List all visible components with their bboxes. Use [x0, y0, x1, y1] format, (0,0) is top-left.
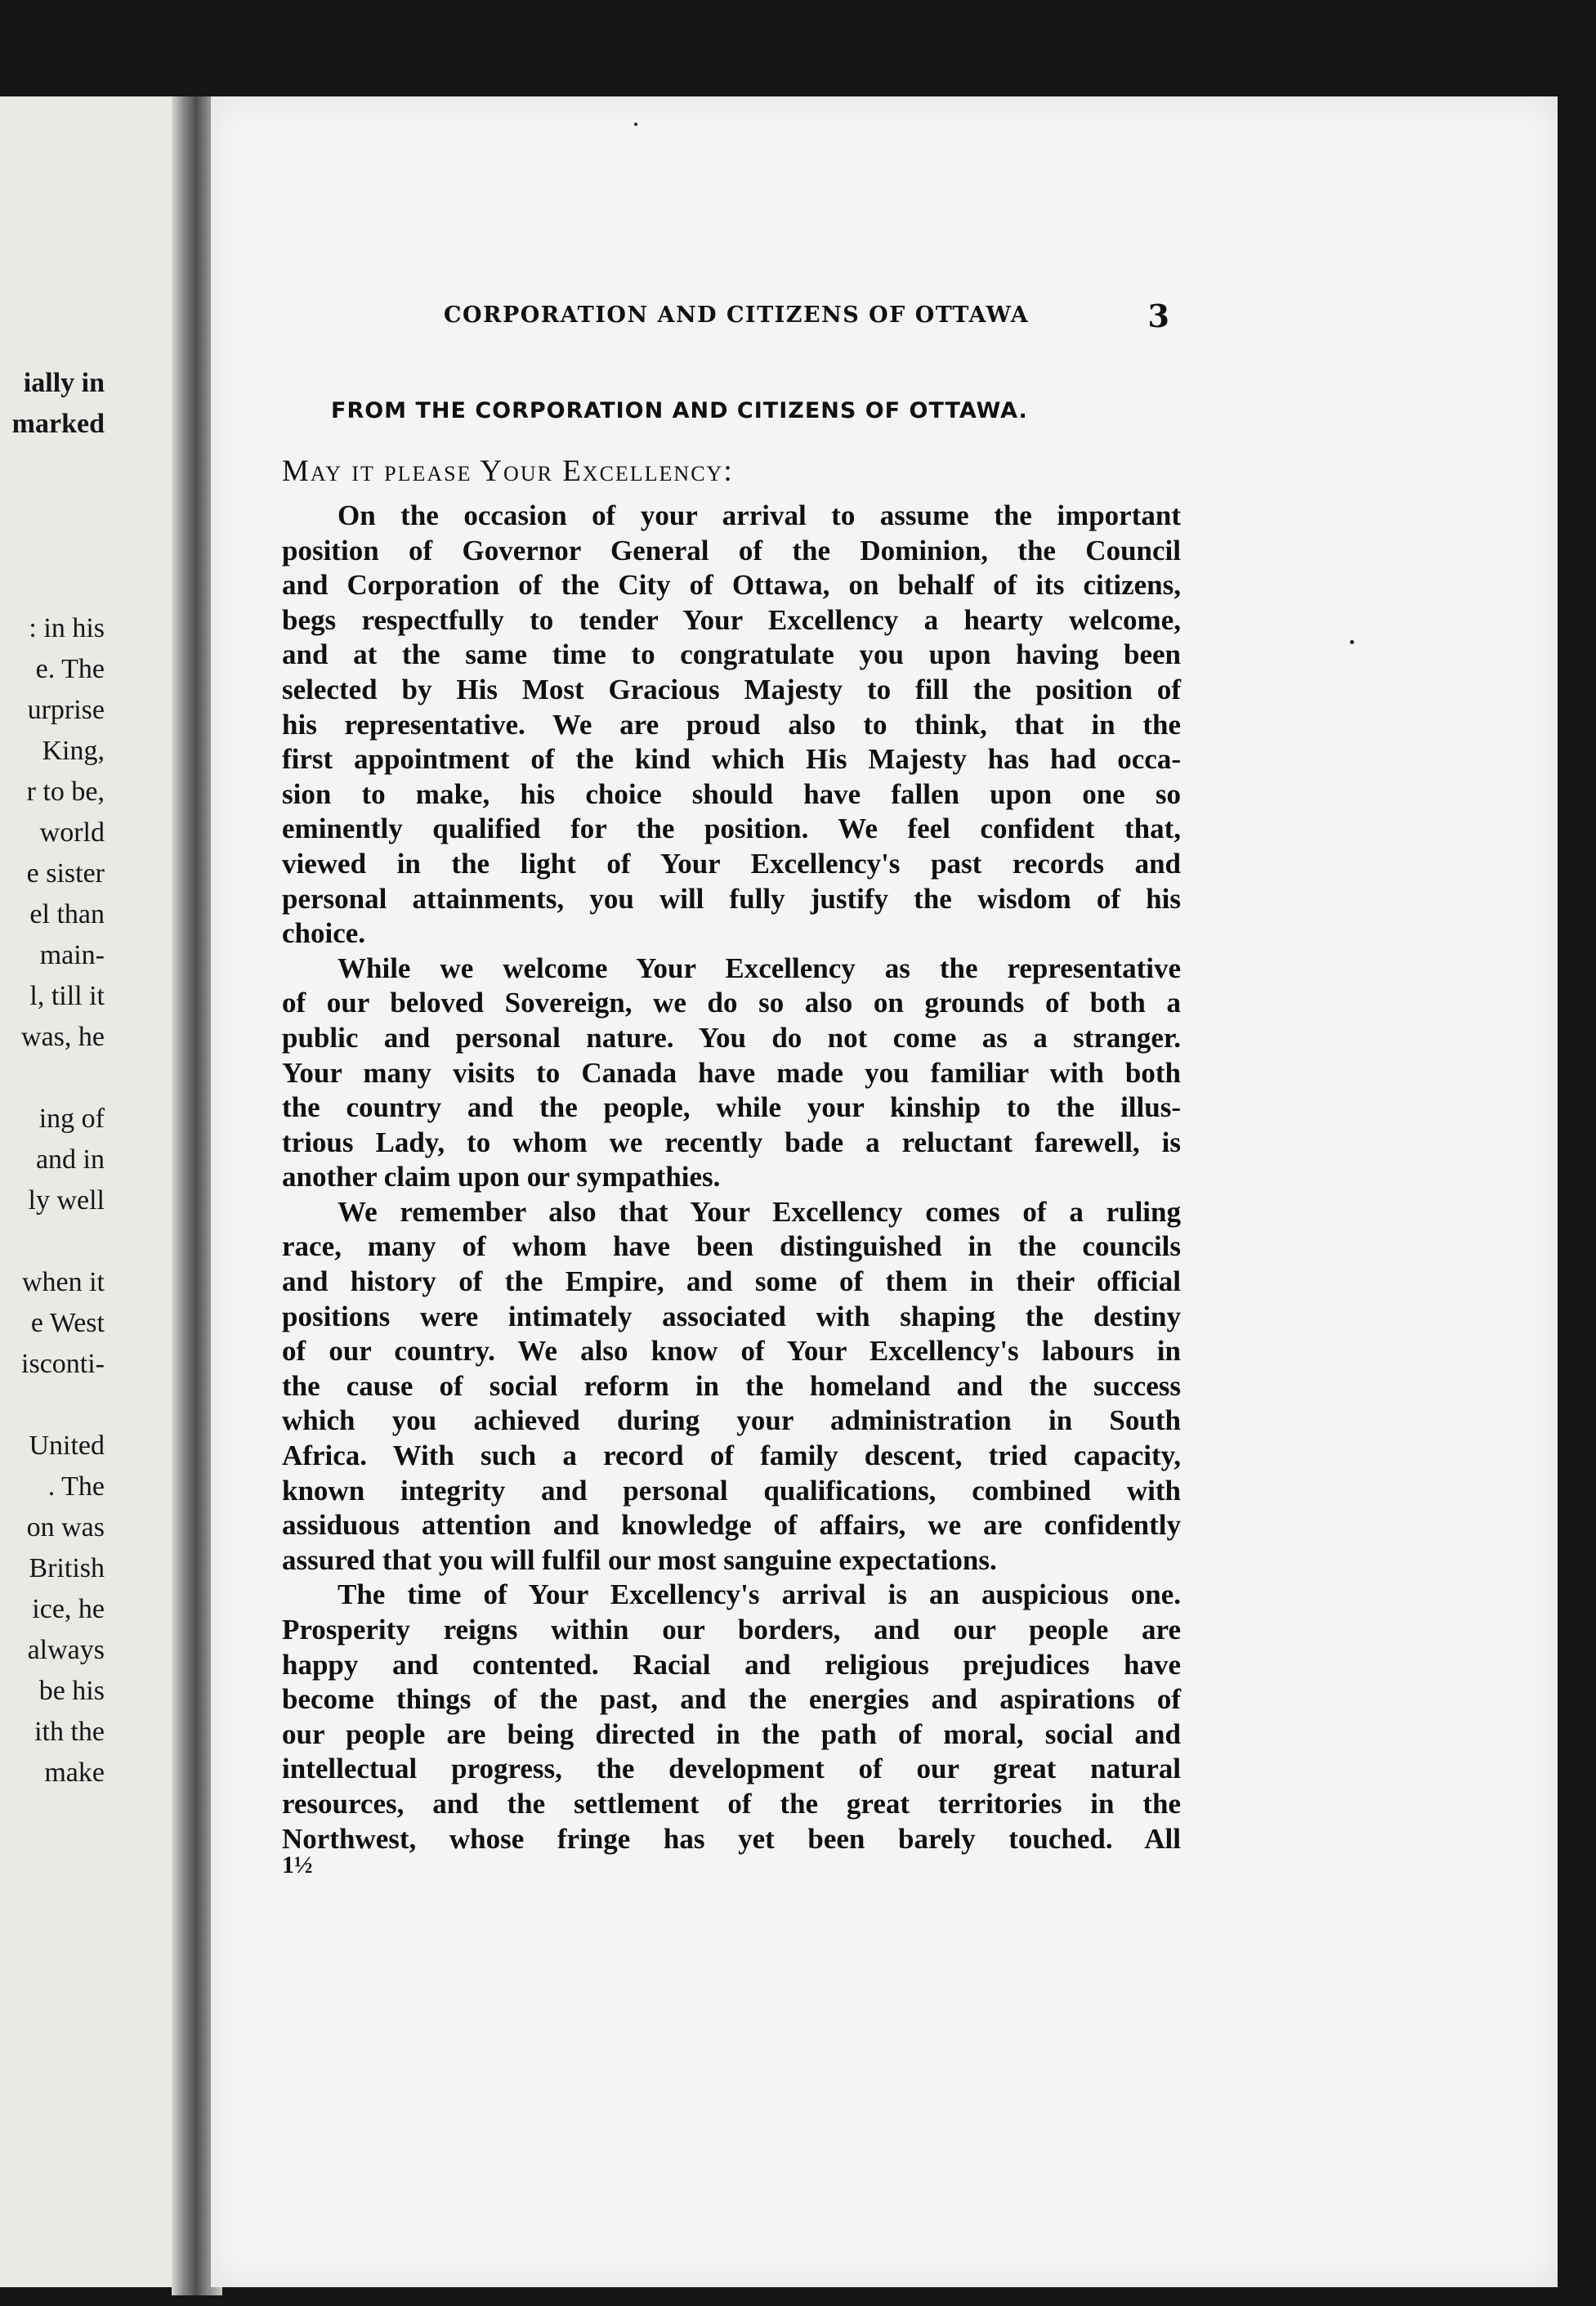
previous-page-line: when it [21, 1267, 105, 1297]
previous-page-line: make [44, 1757, 105, 1788]
previous-page-line [0, 445, 105, 486]
previous-page-line: e West [30, 1308, 105, 1338]
section-heading: FROM THE CORPORATION AND CITIZENS OF OTTAWA. [331, 398, 1028, 423]
body-line: public and personal nature. You do not come as a stranger. [282, 1021, 1181, 1054]
previous-page-line: ially in [23, 368, 105, 398]
body-line: Northwest, whose fringe has yet been barely touched. All [282, 1822, 1181, 1855]
previous-page-line: urprise [27, 695, 105, 725]
running-head [444, 298, 1179, 335]
body-line: become things of the past, and the energies and aspirations of [282, 1683, 1181, 1716]
previous-page-text [0, 363, 105, 1793]
previous-page-line: l, till it [29, 981, 105, 1011]
previous-page-line [0, 1058, 105, 1099]
previous-page-line: King, [42, 736, 105, 766]
body-line: the cause of social reform in the homeland and the success [282, 1369, 1181, 1402]
body-line: personal attainments, you will fully justify the wisdom of his [282, 882, 1181, 915]
body-line: While we welcome Your Excellency as the representative [338, 952, 1181, 984]
body-line: of our country. We also know of Your Excellency's labours in [282, 1335, 1181, 1368]
body-line: eminently qualified for the position. We feel confident that, [282, 813, 1181, 845]
scan-speck [1350, 640, 1354, 644]
body-line: viewed in the light of Your Excellency's past records and [282, 847, 1181, 880]
previous-page-line: : in his [29, 613, 105, 643]
page-number: 3 [1147, 298, 1169, 334]
body-line: sion to make, his choice should have fallen upon one so [282, 777, 1181, 810]
previous-page-line: el than [29, 899, 105, 929]
previous-page-line: ing of [38, 1104, 105, 1134]
body-line: resources, and the settlement of the great territories in the [282, 1787, 1181, 1820]
previous-page-line: r to be, [26, 777, 105, 807]
body-line: We remember also that Your Excellency comes of a ruling [338, 1195, 1181, 1228]
signature-mark: 1½ [282, 1852, 313, 1878]
previous-page-line: . The [47, 1471, 105, 1502]
body-line: Prosperity reigns within our borders, and our people are [282, 1614, 1181, 1646]
body-line: his representative. We are proud also to think, that in the [282, 708, 1181, 741]
body-line: Your many visits to Canada have made you familiar with both [282, 1056, 1181, 1089]
previous-page-line: marked [11, 409, 105, 439]
previous-page-line: main- [39, 940, 105, 970]
body-line: Africa. With such a record of family descent, tried capacity, [282, 1440, 1181, 1472]
previous-page-line [0, 526, 105, 567]
previous-page-line: be his [38, 1676, 105, 1706]
previous-page-line: world [39, 817, 105, 848]
body-line: positions were intimately associated with shaping the destiny [282, 1300, 1181, 1332]
running-head-title: CORPORATION AND CITIZENS OF OTTAWA [444, 302, 1030, 328]
body-line: choice. [282, 917, 366, 950]
body-line: of our beloved Sovereign, we do so also on grounds of both a [282, 987, 1181, 1019]
previous-page-line: isconti- [21, 1349, 105, 1379]
body-line: and at the same time to congratulate you upon having been [282, 638, 1181, 671]
body-line: assured that you will fulfil our most sanguine expectations. [282, 1543, 997, 1576]
body-line: selected by His Most Gracious Majesty to fill the position of [282, 673, 1181, 705]
body-line: race, many of whom have been distinguished in the councils [282, 1230, 1181, 1263]
previous-page-line: on was [26, 1512, 105, 1543]
body-line: assiduous attention and knowledge of affairs, we are confidently [282, 1509, 1181, 1542]
body-line: our people are being directed in the path of moral, social and [282, 1717, 1181, 1750]
previous-page-line [0, 1221, 105, 1262]
body-line: intellectual progress, the development of our great natural [282, 1753, 1181, 1785]
previous-page-line: British [29, 1553, 105, 1583]
previous-page-line: ly well [28, 1185, 105, 1216]
body-line: and Corporation of the City of Ottawa, on behalf of its citizens, [282, 569, 1181, 602]
body-line: The time of Your Excellency's arrival is an auspicious one. [338, 1578, 1181, 1611]
previous-page [0, 96, 190, 2287]
previous-page-line: e sister [26, 858, 105, 889]
previous-page-line: always [27, 1635, 105, 1665]
salutation: May it please Your Excellency: [282, 454, 734, 488]
previous-page-line: and in [35, 1144, 105, 1175]
body-line: happy and contented. Racial and religious prejudices have [282, 1648, 1181, 1681]
previous-page-line: United [29, 1431, 105, 1461]
previous-page-line [0, 486, 105, 526]
address-body [282, 499, 1181, 1856]
body-line: the country and the people, while your kinship to the illus- [282, 1091, 1181, 1124]
previous-page-line: ice, he [32, 1594, 105, 1624]
body-line: known integrity and personal qualifications, combined with [282, 1474, 1181, 1507]
previous-page-line: ith the [34, 1717, 105, 1747]
body-line: trious Lady, to whom we recently bade a reluctant farewell, is [282, 1126, 1181, 1158]
body-line: On the occasion of your arrival to assume the important [338, 499, 1181, 531]
body-line: begs respectfully to tender Your Excellency a hearty welcome, [282, 603, 1181, 636]
scan-speck [634, 123, 637, 126]
body-line: first appointment of the kind which His Majesty has had occa- [282, 743, 1181, 776]
body-line: and history of the Empire, and some of them in their official [282, 1265, 1181, 1298]
body-line: position of Governor General of the Dominion, the Council [282, 534, 1181, 566]
previous-page-line: was, he [21, 1022, 105, 1052]
previous-page-line [0, 1385, 105, 1426]
previous-page-line: e. The [35, 654, 105, 684]
previous-page-line [0, 567, 105, 608]
body-line: which you achieved during your administration in South [282, 1404, 1181, 1437]
body-line: another claim upon our sympathies. [282, 1161, 721, 1193]
